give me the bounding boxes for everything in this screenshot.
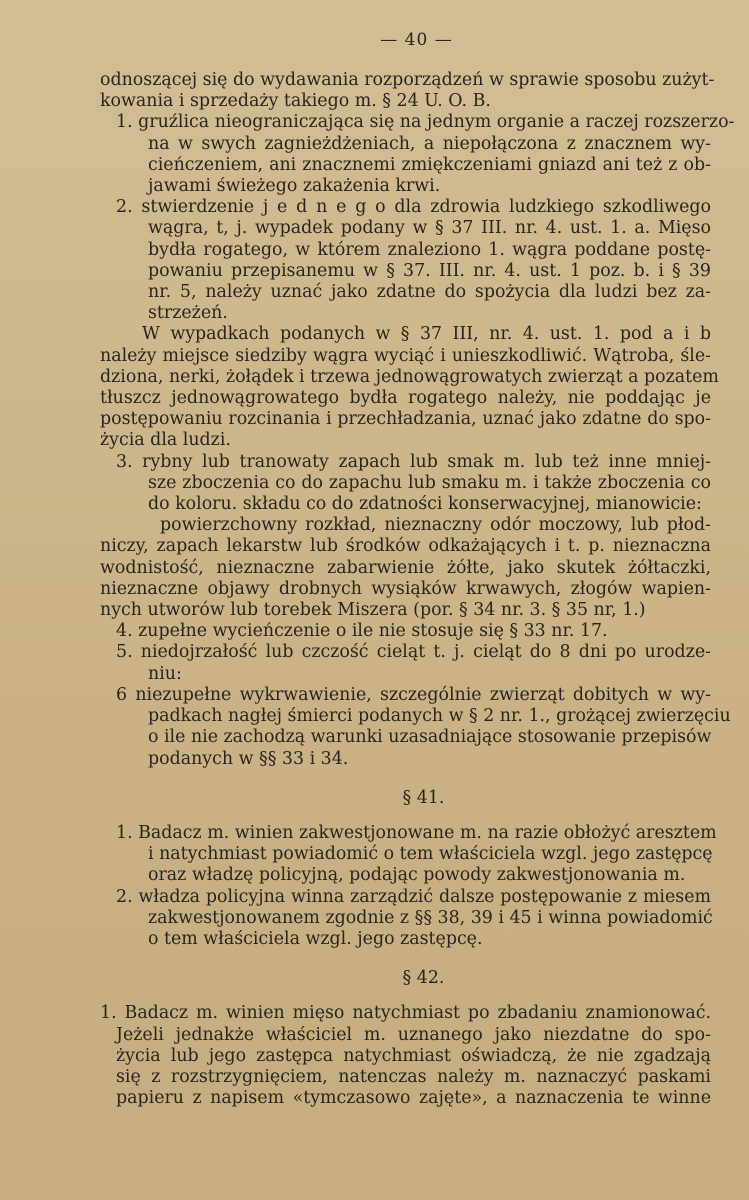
- list-item-5: [100, 642, 711, 684]
- text-line: odnoszącej się do wydawania rozporządzeń w sprawie sposobu zużyt-: [100, 70, 715, 90]
- text-line: 1. gruźlica nieograniczająca się na jednym organie a raczej rozszerzo-: [116, 112, 735, 133]
- text-line: sze zboczenia co do zapachu lub smaku m. i także zboczenia co: [148, 472, 711, 493]
- section-42-item-1: [100, 1003, 711, 1109]
- text-line: do koloru. składu co do zdatności konserwacyjnej, mianowicie:: [148, 494, 702, 515]
- text-line: oraz władzę policyjną, podając powody zakwestjonowania m.: [148, 865, 686, 886]
- text-line: 6 niezupełne wykrwawienie, szczególnie zwierząt dobitych w wy-: [116, 684, 711, 705]
- text-line: nr. 5, należy uznać jako zdatne do spożycia dla ludzi bez za-: [148, 282, 711, 303]
- text-line: strzeżeń.: [148, 303, 228, 324]
- list-item-6: [100, 684, 731, 770]
- text-line: postępowaniu rozcinania i przechładzania, uznać jako zdatne do spo-: [100, 409, 711, 430]
- text-line: 1. Badacz m. winien zakwestjonowane m. na razie obłożyć aresztem: [116, 822, 717, 843]
- text-line: i natychmiast powiadomić o tem właściciela wzgl. jego zastępcę: [148, 844, 713, 865]
- text-line: padkach nagłej śmierci podanych w § 2 nr. 1., grożącej zwierzęciu: [148, 706, 731, 727]
- text-line: cieńczeniem, ani znacznemi zmiękczeniami gniazd ani też z ob-: [148, 154, 711, 175]
- text-line: 2. władza policyjna winna zarządzić dalsze postępowanie z miesem: [116, 886, 711, 907]
- text-line: papieru z napisem «tymczasowo zajęte», a naznaczenia te winne: [116, 1088, 711, 1109]
- list-item-1: [100, 112, 735, 197]
- intro-paragraph: [100, 70, 715, 112]
- text-line: wągra, t, j. wypadek podany w § 37 III. nr. 4. ust. 1. a. Mięso: [148, 218, 711, 239]
- text-line: powaniu przepisanemu w § 37. III. nr. 4. ust. 1 poz. b. i § 39: [148, 260, 711, 281]
- text-line: 4. zupełne wycieńczenie o ile nie stosuje się § 33 nr. 17.: [116, 621, 608, 642]
- text-line: nieznaczne objawy drobnych wysiąków krwawych, złogów wapien-: [100, 578, 711, 599]
- text-line: się z rozstrzygnięciem, natenczas należy m. naznaczyć paskami: [116, 1066, 711, 1087]
- text-line: 3. rybny lub tranowaty zapach lub smak m. lub też inne mniej-: [116, 451, 711, 472]
- text-line: 2. stwierdzenie j e d n e g o dla zdrowia ludzkiego szkodliwego: [116, 197, 711, 218]
- paragraph-powierzchowny: [100, 515, 711, 621]
- text-line: tłuszcz jednowągrowatego bydła rogatego należy, nie poddając je: [100, 388, 711, 409]
- text-line: kowania i sprzedaży takiego m. § 24 U. O. B.: [100, 91, 491, 112]
- text-line: życia lub jego zastępca natychmiast oświadczą, że nie zgadzają: [116, 1045, 711, 1066]
- text-line: podanych w §§ 33 i 34.: [148, 748, 349, 769]
- paragraph-w-wypadkach: [100, 324, 719, 451]
- text-line: życia dla ludzi.: [100, 430, 231, 451]
- list-item-4: [100, 621, 711, 642]
- list-item-3: [100, 452, 711, 516]
- text-line: niczy, zapach lekarstw lub środków odkażających i t. p. nieznaczna: [100, 536, 711, 557]
- section-heading-41: § 41.: [402, 787, 445, 808]
- text-line: o ile nie zachodzą warunki uzasadniające stosowanie przepisów: [148, 727, 712, 748]
- text-line: zakwestjonowanem zgodnie z §§ 38, 39 i 45 i winna powiadomić: [148, 907, 713, 928]
- section-heading-42: § 42.: [402, 968, 445, 989]
- text-line: na w swych zagnieżdżeniach, a niepołączona z znacznem wy-: [148, 133, 711, 154]
- text-line: należy miejsce siedziby wągra wyciąć i unieszkodliwić. Wątroba, śle-: [100, 345, 711, 366]
- text-line: jawami świeżego zakażenia krwi.: [148, 176, 441, 197]
- text-line: W wypadkach podanych w § 37 III, nr. 4. ust. 1. pod a i b: [142, 324, 711, 345]
- section-41-item-2: [100, 887, 711, 951]
- list-item-2: [100, 197, 711, 324]
- text-line: nych utworów lub torebek Miszera (por. § 34 nr. 3. § 35 nr, 1.): [100, 600, 646, 621]
- section-41-item-1: [100, 822, 717, 887]
- text-line: 5. niedojrzałość lub czczość cieląt t. j. cieląt do 8 dni po urodze-: [116, 642, 711, 663]
- text-line: powierzchowny rozkład, nieznaczny odór moczowy, lub płod-: [160, 515, 711, 536]
- text-line: 1. Badacz m. winien mięso natychmiast po zbadaniu znamionować.: [100, 1003, 711, 1024]
- text-line: bydła rogatego, w którem znaleziono 1. wągra poddane postę-: [148, 239, 711, 260]
- page-number: — 40 —: [380, 30, 453, 50]
- text-line: niu:: [148, 663, 182, 684]
- text-line: wodnistość, nieznaczne zabarwienie żółte, jako skutek żółtaczki,: [100, 557, 711, 578]
- text-line: dziona, nerki, żołądek i trzewa jednowągrowatych zwierząt a pozatem: [100, 366, 719, 387]
- text-line: o tem właściciela wzgl. jego zastępcę.: [148, 928, 483, 949]
- text-line: Jeżeli jednakże właściciel m. uznanego jako niezdatne do spo-: [116, 1024, 711, 1045]
